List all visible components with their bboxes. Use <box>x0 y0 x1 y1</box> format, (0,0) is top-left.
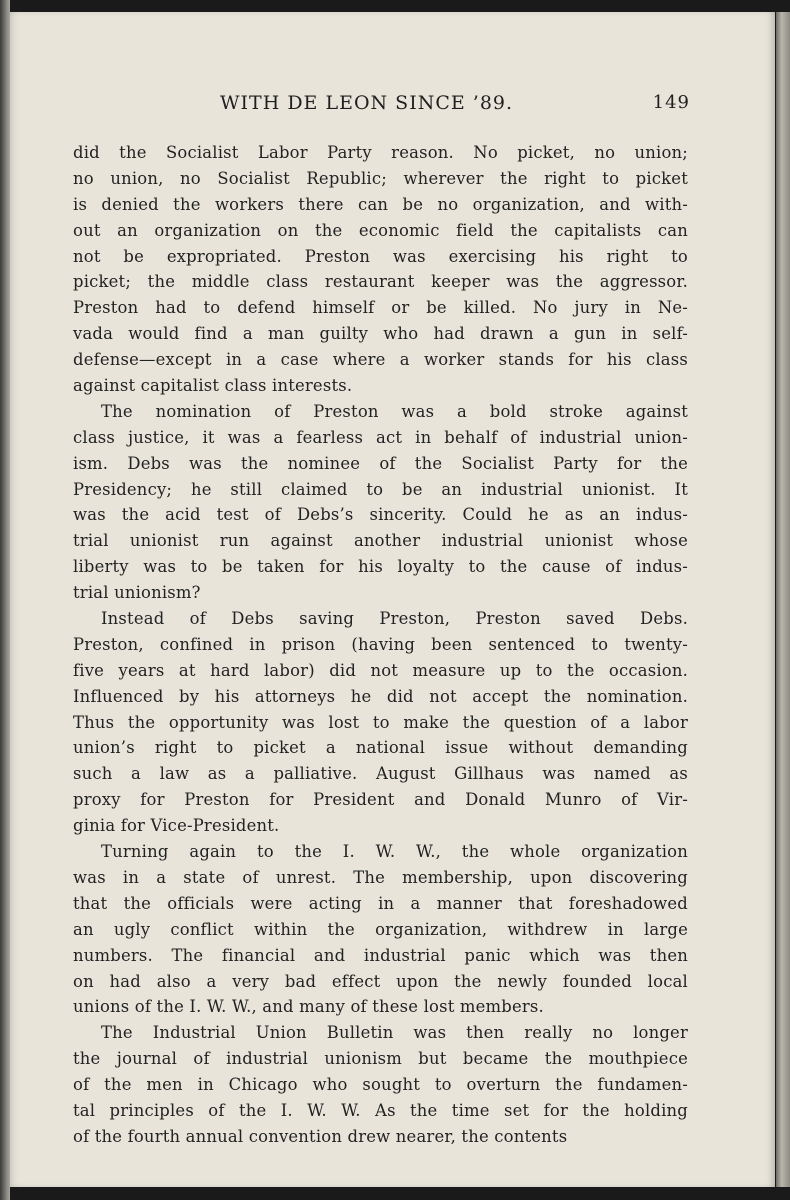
text-line: Preston, confined in prison (having been sentenced to twenty- <box>73 634 688 654</box>
page-number: 149 <box>652 92 690 113</box>
text-line: five years at hard labor) did not measure up to the occasion. <box>73 660 688 680</box>
text-line: is denied the workers there can be no organization, and with- <box>73 194 688 214</box>
body-text <box>73 140 688 1150</box>
text-line: class justice, it was a fearless act in behalf of industrial union- <box>73 427 688 447</box>
text-line: an ugly conflict within the organization, withdrew in large <box>73 919 688 939</box>
text-line: union’s right to picket a national issue without demanding <box>73 738 688 758</box>
text-line: out an organization on the economic field the capitalists can <box>73 220 688 240</box>
text-line: ism. Debs was the nominee of the Socialist Party for the <box>73 453 688 473</box>
text-line: ginia for Vice-President. <box>73 816 280 836</box>
page-fore-edge <box>776 12 790 1187</box>
text-line: tal principles of the I. W. W. As the time set for the holding <box>73 1100 688 1120</box>
text-line: Thus the opportunity was lost to make the question of a labor <box>73 712 688 732</box>
text-line: trial unionism? <box>73 583 201 603</box>
text-line: was the acid test of Debs’s sincerity. Could he as an indus- <box>73 505 688 525</box>
text-line: Presidency; he still claimed to be an industrial unionist. It <box>73 479 688 499</box>
running-header <box>220 92 690 122</box>
text-line: trial unionist run against another industrial unionist whose <box>73 531 688 551</box>
text-line: Turning again to the I. W. W., the whole organization <box>101 842 688 862</box>
text-line: on had also a very bad effect upon the newly founded local <box>73 971 688 991</box>
text-line: the journal of industrial unionism but became the mouthpiece <box>73 1049 688 1069</box>
book-spine-edge <box>0 0 10 1200</box>
text-line: such a law as a palliative. August Gillhaus was named as <box>73 764 688 784</box>
text-line: not be expropriated. Preston was exercising his right to <box>73 246 688 266</box>
text-line: liberty was to be taken for his loyalty to the cause of indus- <box>73 557 688 577</box>
text-line: was in a state of unrest. The membership, upon discovering <box>73 867 688 887</box>
text-line: proxy for Preston for President and Donald Munro of Vir- <box>73 790 688 810</box>
text-line: no union, no Socialist Republic; wherever the right to picket <box>73 168 688 188</box>
text-line: of the fourth annual convention drew nearer, the contents <box>73 1126 568 1146</box>
paragraph <box>73 606 688 839</box>
text-line: Instead of Debs saving Preston, Preston saved Debs. <box>101 609 688 629</box>
paragraph <box>73 1020 688 1149</box>
running-title: WITH DE LEON SINCE ’89. <box>220 92 514 114</box>
text-line: numbers. The financial and industrial panic which was then <box>73 945 688 965</box>
text-line: The nomination of Preston was a bold stroke against <box>101 401 688 421</box>
text-line: Influenced by his attorneys he did not accept the nomination. <box>73 686 688 706</box>
text-line: of the men in Chicago who sought to overturn the fundamen- <box>73 1075 688 1095</box>
paragraph <box>73 140 688 399</box>
text-line: unions of the I. W. W., and many of these lost members. <box>73 997 544 1017</box>
text-line: against capitalist class interests. <box>73 376 353 396</box>
text-line: Preston had to defend himself or be killed. No jury in Ne- <box>73 298 688 318</box>
text-line: did the Socialist Labor Party reason. No picket, no union; <box>73 143 688 162</box>
text-line: defense—except in a case where a worker stands for his class <box>73 350 688 370</box>
text-line: picket; the middle class restaurant keeper was the aggressor. <box>73 272 688 292</box>
paragraph <box>73 399 688 606</box>
paragraph <box>73 839 688 1020</box>
text-line: that the officials were acting in a manner that foreshadowed <box>73 893 688 913</box>
text-line: vada would find a man guilty who had drawn a gun in self- <box>73 324 688 344</box>
text-line: The Industrial Union Bulletin was then really no longer <box>101 1023 688 1043</box>
